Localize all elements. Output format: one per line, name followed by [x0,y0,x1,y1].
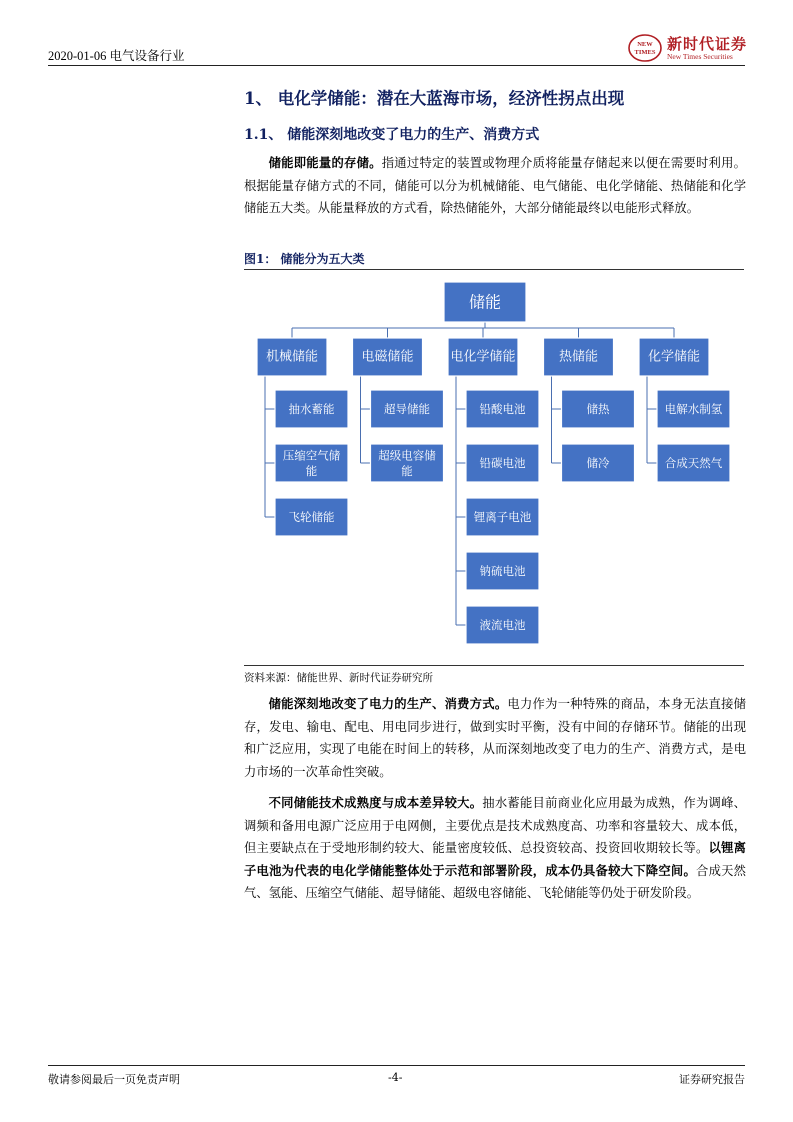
diagram-category-label: 电磁储能 [361,349,414,365]
figure-top-rule [244,269,744,270]
paragraph-2 [244,693,746,783]
diagram-item-label: 超级电容储 [378,448,436,463]
subsection-title: 1.1、 储能深刻地改变了电力的生产、消费方式 [244,127,540,143]
diagram-item-label: 铅碳电池 [479,456,526,470]
logo-seal-icon [627,33,663,63]
paragraph-3-emphasis: 以锂离子电池为代表的电化学储能整体处于示范和部署阶段，成本仍具备较大下降空间。 [244,840,746,878]
svg-text:TIMES: TIMES [634,49,656,56]
paragraph-3-body-1: 抽水蓄能目前商业化应用最为成熟，作为调峰、调频和备用电源广泛应用于电网侧，主要优点是技术成熟度高、功率和容量较大、成本低，但主要缺点在于受地形制约较大、能量密度较低、总投资较高、投资回收期较长等。 [244,796,746,856]
diagram-item-label: 抽水蓄能 [288,402,335,416]
diagram-item-label: 钠硫电池 [479,564,526,578]
footer-report-type: 证券研究报告 [679,1073,745,1086]
diagram-category-label: 化学储能 [647,349,701,365]
storage-classification-diagram [244,272,744,662]
paragraph-3-lead: 不同储能技术成熟度与成本差异较大。 [268,795,483,810]
diagram-item-label: 压缩空气储 [282,448,341,463]
diagram-item-label: 锂离子电池 [473,510,532,524]
footer-disclaimer: 敬请参阅最后一页免责声明 [48,1073,180,1086]
paragraph-1 [244,152,746,220]
paragraph-1-lead: 储能即能量的存储。 [268,155,382,170]
diagram-category-label: 电化学储能 [450,349,516,365]
svg-text:NEW: NEW [637,41,653,48]
page-number: -4- [388,1071,403,1084]
figure-bottom-rule [244,665,744,666]
paragraph-3-body-2: 合成天然气、氢能、压缩空气储能、超导储能、超级电容储能、飞轮储能等仍处于研发阶段。 [244,863,746,901]
section-title: 1、 电化学储能：潜在大蓝海市场，经济性拐点出现 [244,89,625,108]
diagram-item-label: 储热 [586,402,610,416]
diagram-item-label: 液流电池 [479,618,526,632]
diagram-item-label: 能 [401,463,413,478]
diagram-item-label: 铅酸电池 [479,402,526,416]
footer-divider [48,1065,745,1066]
logo-english-name: New Times Securities [667,52,733,61]
diagram-item-label: 电解水制氢 [664,402,723,416]
paragraph-1-body: 指通过特定的装置或物理介质将能量存储起来以便在需要时利用。根据能量存储方式的不同，储能可以分为机械储能、电气储能、电化学储能、热储能和化学储能五大类。从能量释放的方式看，除热储能外，大部分储能最终以电能形式释放。 [244,156,746,216]
diagram-category-label: 热储能 [558,349,599,365]
paragraph-2-lead: 储能深刻地改变了电力的生产、消费方式。 [268,696,508,711]
diagram-item-label: 合成天然气 [664,456,723,470]
paragraph-3 [244,792,746,905]
figure-source: 资料来源：储能世界、新时代证券研究所 [244,672,433,684]
diagram-item-label: 飞轮储能 [288,510,335,524]
logo-chinese-name: 新时代证券 [667,35,748,53]
diagram-category-label: 机械储能 [265,349,319,365]
diagram-item-label: 储冷 [586,456,610,470]
diagram-root-label: 储能 [468,292,502,312]
paragraph-2-body: 电力作为一种特殊的商品，本身无法直接储存，发电、输电、配电、用电同步进行，做到实时平衡，没有中间的存储环节。储能的出现和广泛应用，实现了电能在时间上的转移，从而深刻地改变了电力的生产、消费方式，是电力市场的一次革命性突破。 [244,697,746,779]
figure-title: 图1： 储能分为五大类 [244,252,365,266]
diagram-item-label: 超导储能 [384,402,430,416]
header-divider [48,65,745,66]
diagram-item-label: 能 [305,463,318,478]
header-date-industry: 2020-01-06 电气设备行业 [48,49,185,63]
company-logo [627,33,748,63]
